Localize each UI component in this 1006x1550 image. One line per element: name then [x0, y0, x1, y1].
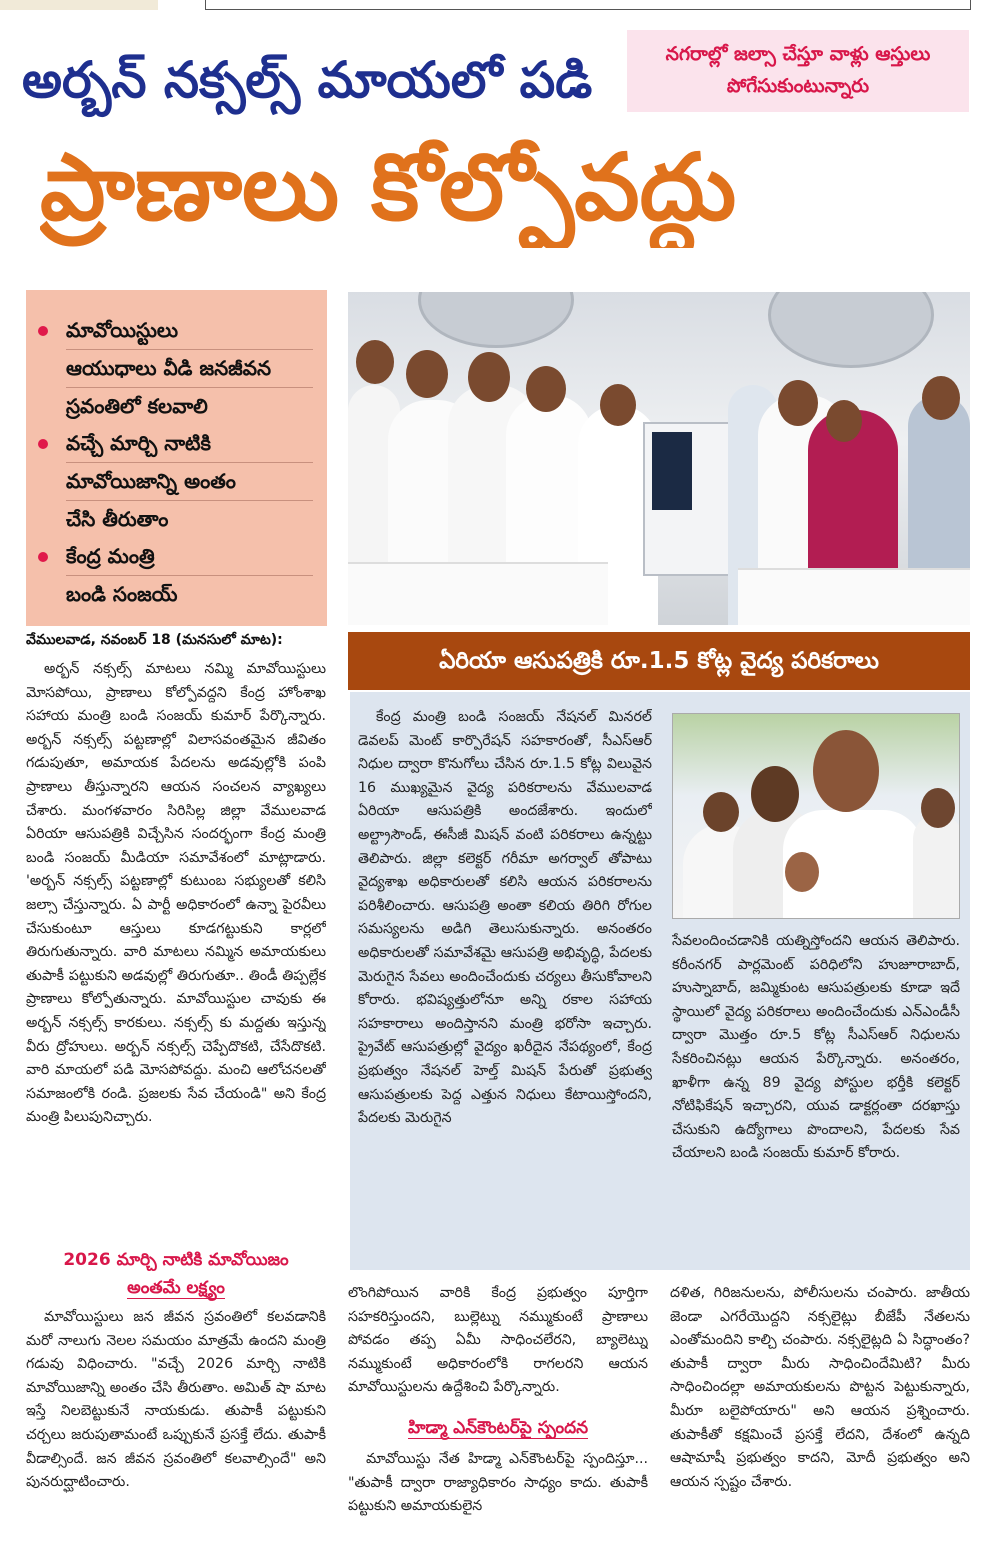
- kicker-headline: అర్బన్ నక్సల్స్ మాయలో పడి: [22, 51, 593, 109]
- subheading-line-2: అంతమే లక్ష్యం: [127, 1278, 225, 1298]
- person-head: [468, 352, 510, 402]
- article-paragraph: మావోయిస్టులు జన జీవన స్రవంతిలో కలవడానికి మరో నాలుగు నెలల సమయం మాత్రమే ఉందని మంత్రి గడువు విధించారు. "వచ్చే 2026 మార్చి నాటికి మావోయిజాన్ని అంతం చేసి తీరుతాం. అమిత్ షా మాట ఇస్తే నిలబెట్టుకునే నాయకుడు. తుపాకీ పట్టుకుని చర్చలు జరుపుతామంటే ఒప్పుకునే ప్రసక్తే లేదు. తుపాకీ వీడాల్సిందే. జన జీవన స్రవంతిలో కలవాల్సిందే" అని పునరుద్ఘాటించారు.: [26, 1309, 326, 1491]
- article-column-2: [348, 1282, 648, 1400]
- highlight-line: చేసి తీరుతాం: [66, 507, 169, 531]
- hospital-equipment-photo: [348, 292, 970, 625]
- highlight-line: బండి సంజయ్: [66, 582, 178, 606]
- article-paragraph: దళిత, గిరిజనులను, పోలీసులను చంపారు. జాతీయ జెండా ఎగరేయొద్దని నక్సలైట్లు బీజేపీ నేతలను ఎంతోమందిని కాల్చి చంపారు. నక్సలైట్లది ఏ సిద్ధాంతం? తుపాకీ ద్వారా మీరు సాధించిందేమిటి? మీరు సాధించిందల్లా అమాయకులను పొట్టన పెట్టుకున్నారు, మీరూ బలైపోయారు" అని ఆయన ప్రశ్నించారు. తుపాకీతో కక్షమించే ప్రసక్తే లేదని, దేశంలో ఉన్నది ఆషామాషీ ప్రభుత్వం కాదని, మోదీ ప్రభుత్వం అని ఆయన స్పష్టం చేశారు.: [670, 1285, 970, 1490]
- surgical-lamp: [418, 292, 574, 348]
- machine-screen: [652, 432, 692, 510]
- top-rule-box: [205, 0, 971, 10]
- person-head: [826, 400, 862, 442]
- pink-quote-line-1: నగరాల్లో జల్సా చేస్తూ వాళ్లు ఆస్తులు: [665, 43, 931, 65]
- article-paragraph: లొంగిపోయిన వారికి కేంద్ర ప్రభుత్వం పూర్తిగా సహకరిస్తుందని, బుల్లెట్ను నమ్ముకుంటే ప్రాణాలు పోవడం తప్ప ఏమీ సాధించలేరని, బ్యాలెట్ను నమ్ముకుంటే అధికారంలోకి రాగలరని ఆయన మావోయిస్టులను ఉద్దేశించి పేర్కొన్నారు.: [348, 1285, 648, 1396]
- hospital-bed: [348, 562, 608, 625]
- person-head: [356, 340, 394, 384]
- pink-quote-line-2: పోగేసుకుంటున్నారు: [726, 75, 870, 97]
- hospital-bed: [738, 568, 970, 625]
- minister-head: [813, 730, 879, 812]
- person-head: [778, 380, 818, 426]
- person-head: [751, 766, 799, 822]
- article-paragraph: అర్బన్ నక్సల్స్ మాటలు నమ్మి మావోయిస్టులు మోసపోయి, ప్రాణాలు కోల్పోవద్దని కేంద్ర హోంశాఖ సహాయ మంత్రి బండి సంజయ్ కుమార్ పేర్కొన్నారు. అర్బన్ నక్సల్స్ పట్టణాల్లో విలాసవంతమైన జీవితం గడుపుతూ, అమాయక పేదలను అడవుల్లోకి పంపి ప్రాణాలు తీస్తున్నారని ఆయన సంచలన వ్యాఖ్యలు చేశారు. మంగళవారం సిరిసిల్ల జిల్లా వేములవాడ ఏరియా ఆసుపత్రికి విచ్చేసిన సందర్భంగా కేంద్ర మంత్రి బండి సంజయ్ మీడియా సమావేశంలో మాట్లాడారు. 'అర్బన్ నక్సల్స్ పట్టణాల్లో కుటుంబ సభ్యులతో కలిసి జల్సా చేస్తున్నారు. ఏ పార్టీ అధికారంలో ఉన్నా పైరవీలు చేసుకుంటూ ఆస్తులు కూడగట్టుకుని కార్లలో తిరుగుతున్నారు. వారి మాటలు నమ్మిన అమాయకులు తుపాకీ పట్టుకుని అడవుల్లో తిరుగుతూ.. తిండీ తిప్పల్లేక ప్రాణాలు కోల్పోతున్నారు. మావోయిస్టుల చావుకు ఈ అర్బన్ నక్సల్స్ కారకులు. నక్సల్స్ కు మద్దతు ఇస్తున్న వీరు ద్రోహులు. అర్బన్ నక్సల్స్ చెప్పేదొకటి, చేసేదొకటి. వారి మాయలో పడి మోసపోవద్దు. మంచి ఆలోచనలతో సమాజంలోకి రండి. ప్రజలకు సేవ చేయండి" అని కేంద్ర మంత్రి పిలుపునిచ్చారు.: [26, 661, 326, 1126]
- sidebar-paragraph: కేంద్ర మంత్రి బండి సంజయ్ నేషనల్ మినరల్ డెవలప్ మెంట్ కార్పొరేషన్ సహకారంతో, సీఎస్ఆర్ నిధుల ద్వారా కొనుగోలు చేసిన రూ.1.5 కోట్ల విలువైన 16 ముఖ్యమైన వైద్య పరికరాలను వేములవాడ ఏరియా ఆసుపత్రికి అందజేశారు. ఇందులో అల్ట్రాసౌండ్, ఈసీజీ మిషన్ వంటి పరికరాలు ఉన్నట్టు తెలిపారు. జిల్లా కలెక్టర్ గరీమా అగర్వాల్ తోపాటు వైద్యశాఖ అధికారులతో కలిసి ఆయన పరికరాలను పరిశీలించారు. ఆసుపత్రి అంతా కలియ తిరిగి రోగుల సమస్యలను అడిగి తెలుసుకున్నారు. అనంతరం అధికారులతో సమావేశమై ఆసుపత్రి అభివృద్ధి, పేదలకు మెరుగైన సేవలు అందించేందుకు చర్యలు తీసుకోవాలని కోరారు. భవిష్యత్తులోనూ అన్ని రకాల సహాయ సహకారాలు అందిస్తానని మంత్రి భరోసా ఇచ్చారు. ప్రైవేట్ ఆసుపత్రుల్లో వైద్యం ఖరీదైన నేపథ్యంలో, కేంద్ర ప్రభుత్వం నేషనల్ హెల్త్ మిషన్ పేరుతో ప్రభుత్వ ఆసుపత్రులకు పెద్ద ఎత్తున నిధులు కేటాయిస్తోందని, పేదలకు మెరుగైన: [358, 709, 652, 1127]
- dateline: వేములవాడ, నవంబర్ 18 (మనసులో మాట):: [26, 632, 283, 648]
- highlight-item: [66, 425, 313, 538]
- surgical-lamp: [768, 292, 934, 368]
- minister-speaking-photo: [672, 713, 960, 919]
- person-head: [600, 384, 636, 426]
- subheading-hidma-text: హిడ్మా ఎన్‌కౌంటర్‌పై స్పందన: [407, 1418, 589, 1438]
- person-head: [703, 792, 739, 832]
- highlight-line: మావోయిస్టులు: [66, 312, 313, 350]
- highlight-item: [66, 312, 313, 425]
- highlight-line: మావోయిజాన్ని అంతం: [66, 463, 313, 501]
- person-head: [921, 788, 955, 828]
- highlight-line: స్రవంతిలో కలవాలి: [66, 394, 208, 418]
- sidebar-title: ఏరియా ఆసుపత్రికి రూ.1.5 కోట్ల వైద్య పరికరాలు: [348, 632, 970, 690]
- article-column-3: [670, 1282, 970, 1542]
- person-head: [922, 376, 960, 420]
- highlight-line: ఆయుధాలు వీడి జనజీవన: [66, 350, 313, 388]
- article-paragraph: మావోయిస్టు నేత హిడ్మా ఎన్‌కౌంటర్‌పై స్పందిస్తూ... "తుపాకీ ద్వారా రాజ్యాధికారం సాధ్యం కాదు. తుపాకీ పట్టుకుని అమాయకులైన: [348, 1451, 648, 1515]
- subheading-hidma: [348, 1414, 648, 1444]
- pink-quote-box: [627, 30, 969, 112]
- subheading-maoism: [26, 1246, 326, 1302]
- person-head: [406, 350, 448, 398]
- highlight-item: [66, 538, 313, 613]
- highlight-line: కేంద్ర మంత్రి: [66, 538, 313, 576]
- person: [913, 814, 960, 919]
- sidebar-text-left: [358, 706, 652, 1254]
- highlight-line: వచ్చే మార్చి నాటికి: [66, 425, 313, 463]
- highlights-box: [26, 290, 327, 626]
- article-column-2-continued: [348, 1448, 648, 1544]
- article-column-1: [26, 658, 326, 1238]
- sidebar-text-right: [672, 930, 960, 1254]
- article-column-1-continued: [26, 1306, 326, 1542]
- person-head: [526, 366, 566, 412]
- gesturing-hand: [785, 852, 819, 892]
- main-headline: ప్రాణాలు కోల్పోవద్దు: [40, 134, 737, 241]
- sidebar-paragraph: సేవలందించడానికి యత్నిస్తోందని ఆయన తెలిపారు. కరీంనగర్ పార్లమెంట్ పరిధిలోని హుజూరాబాద్, హుస్నాబాద్, జమ్మికుంట ఆసుపత్రులకు కూడా ఇదే స్థాయిలో వైద్య పరికరాలు అందించేందుకు ఎన్ఎండీసీ ద్వారా మొత్తం రూ.5 కోట్ల సీఎస్ఆర్ నిధులను సేకరించినట్లు ఆయన పేర్కొన్నారు. అనంతరం, ఖాళీగా ఉన్న 89 వైద్య పోస్టుల భర్తీకి కలెక్టర్ నోటిఫికేషన్ ఇచ్చారని, యువ డాక్టర్లంతా దరఖాస్తు చేసుకుని ఉద్యోగాలు పొందాలని, పేదలకు సేవ చేయాలని బండి సంజయ్ కుమార్ కోరారు.: [672, 933, 960, 1162]
- subheading-line-1: 2026 మార్చి నాటికి మావోయిజం: [63, 1250, 289, 1270]
- top-rule-left: [0, 0, 158, 10]
